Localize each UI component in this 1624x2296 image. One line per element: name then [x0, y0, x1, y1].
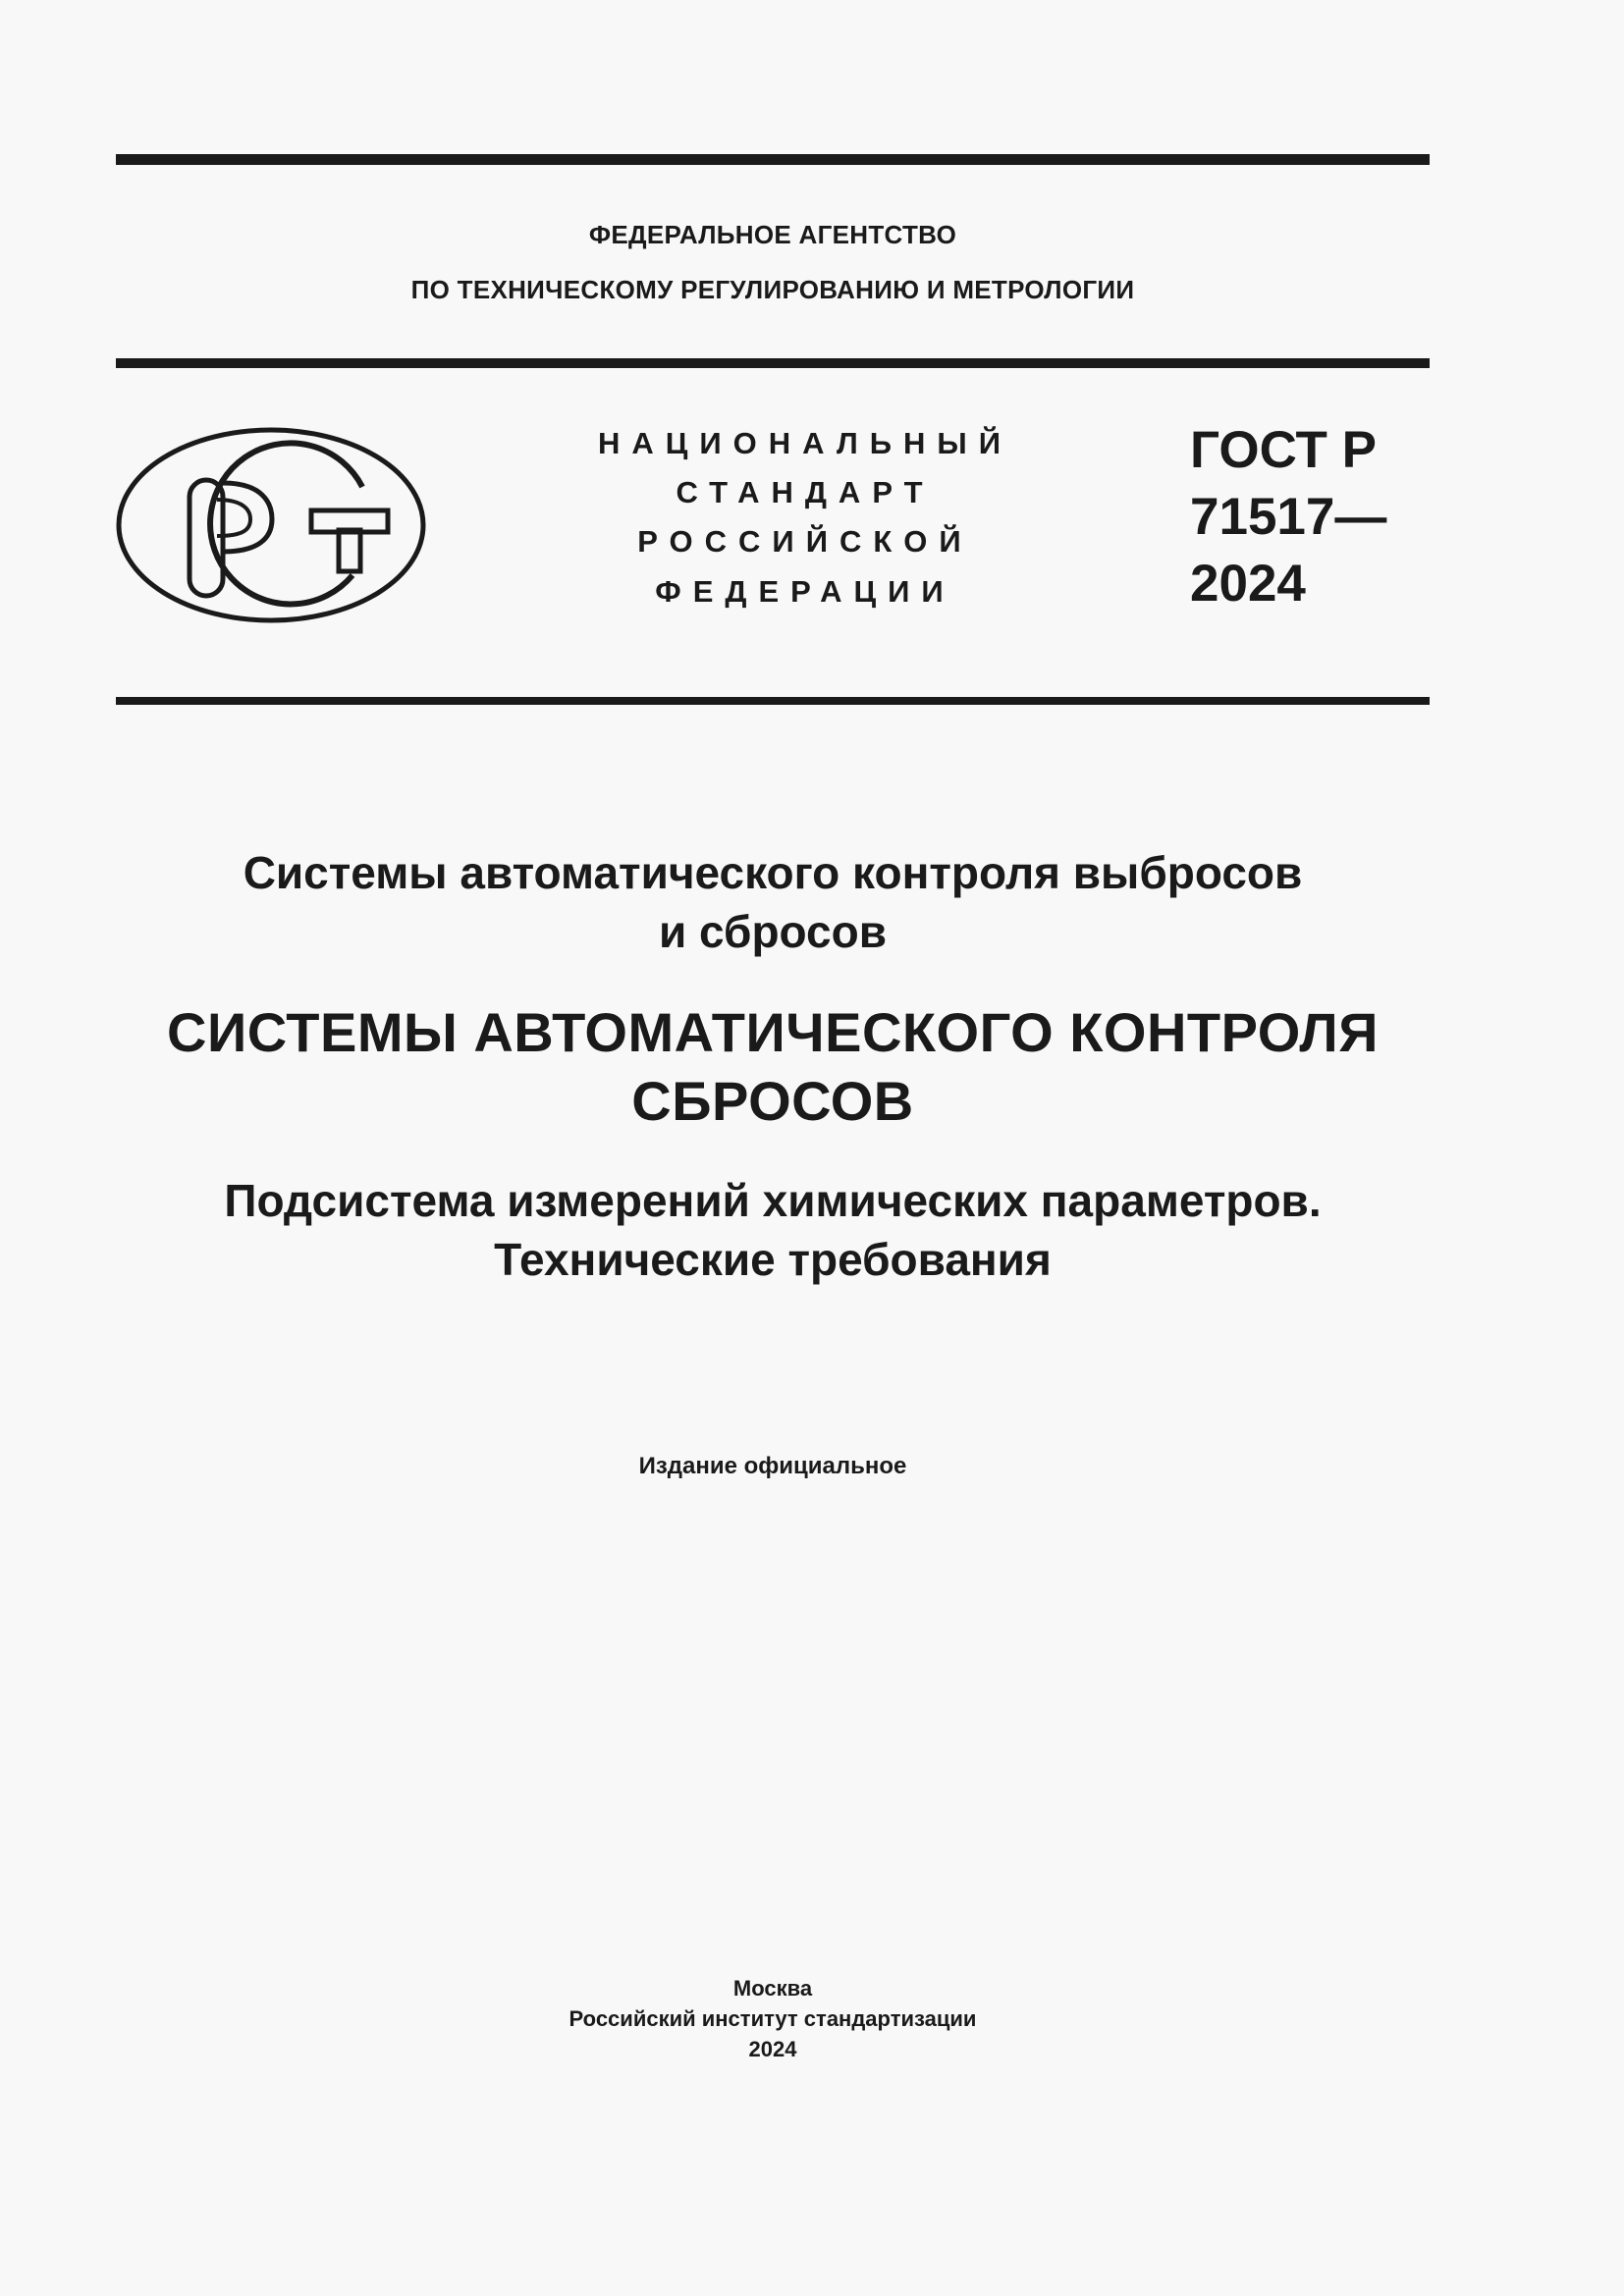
agency-name-line1: ФЕДЕРАЛЬНОЕ АГЕНТСТВО — [588, 220, 957, 249]
national-standard-line3: РОССИЙСКОЙ — [637, 524, 973, 559]
publication-year: 2024 — [748, 2037, 797, 2061]
series-title-line1: Системы автоматического контроля выбросов — [243, 847, 1303, 898]
publisher-name: Российский институт стандартизации — [568, 2006, 977, 2031]
standard-code-line3: 2024 — [1190, 555, 1306, 613]
subtitle-line2: Технические требования — [494, 1234, 1052, 1285]
main-title-line1: СИСТЕМЫ АВТОМАТИЧЕСКОГО КОНТРОЛЯ — [167, 1001, 1379, 1063]
top-rule — [116, 154, 1430, 165]
national-standard-line1: НАЦИОНАЛЬНЫЙ — [597, 426, 1013, 460]
bottom-rule — [116, 697, 1430, 705]
edition-label: Издание официальное — [638, 1453, 907, 1479]
rst-logo-icon — [115, 426, 427, 624]
national-standard-line4: ФЕДЕРАЦИИ — [655, 574, 955, 609]
standard-code-line2: 71517— — [1190, 488, 1387, 546]
agency-name-line2: ПО ТЕХНИЧЕСКОМУ РЕГУЛИРОВАНИЮ И МЕТРОЛОГИИ — [410, 275, 1135, 304]
series-title-line2: и сбросов — [659, 906, 887, 957]
main-title-line2: СБРОСОВ — [631, 1070, 914, 1132]
subtitle-line1: Подсистема измерений химических параметров. — [224, 1175, 1322, 1226]
publisher-city: Москва — [732, 1976, 813, 2001]
standard-code-line1: ГОСТ Р — [1190, 421, 1377, 479]
national-standard-line2: СТАНДАРТ — [676, 475, 935, 509]
middle-rule — [116, 358, 1430, 368]
